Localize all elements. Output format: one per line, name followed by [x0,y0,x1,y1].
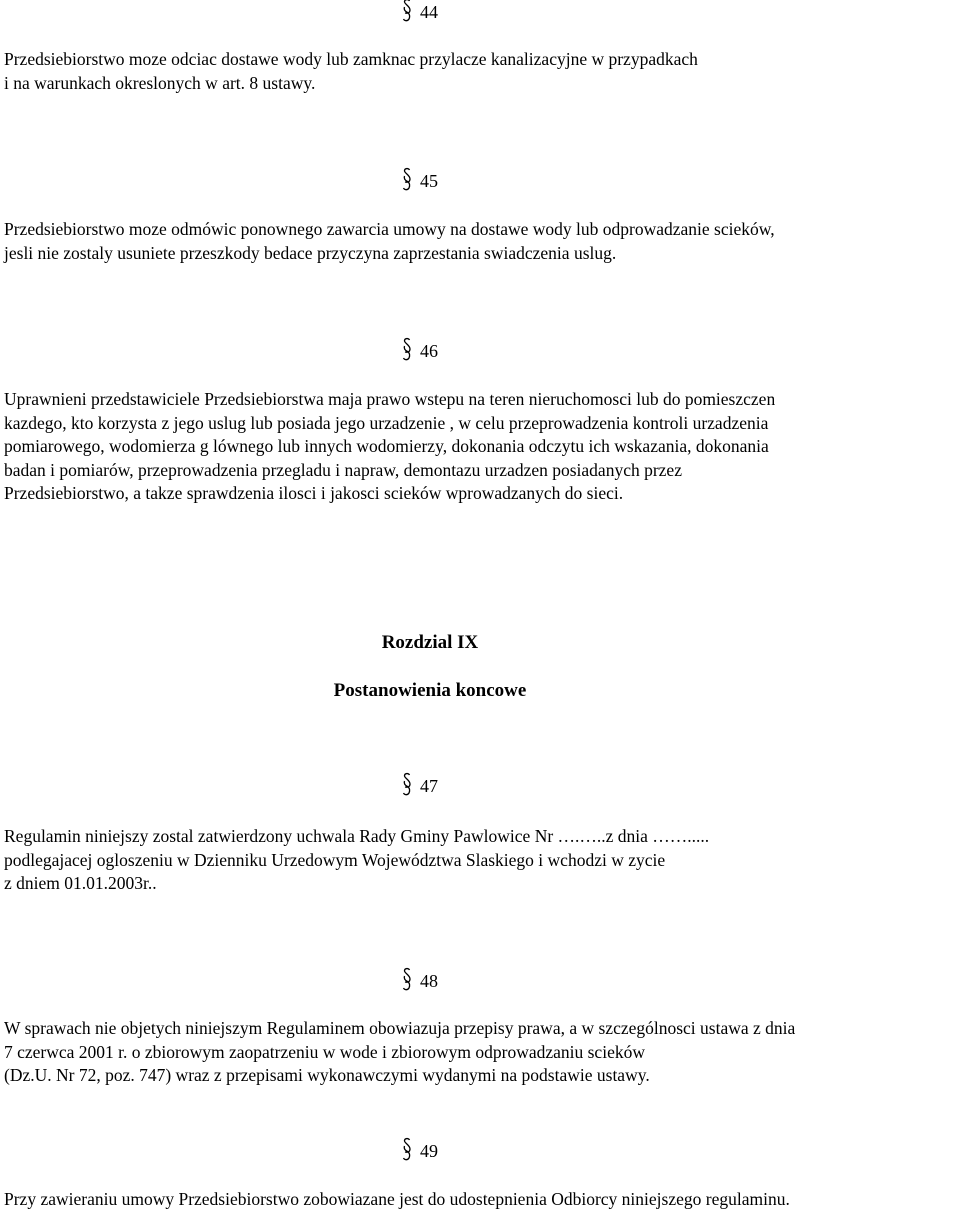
section-sign-icon [402,171,412,191]
text-line: (Dz.U. Nr 72, poz. 747) wraz z przepisami wykonawczymi wydanymi na podstawie ustawy. [4,1065,650,1085]
section-sign-icon [402,341,412,361]
text-line: 7 czerwca 2001 r. o zbiorowym zaopatrzeniu w wode i zbiorowym odprowadzaniu scieków [4,1041,645,1062]
section-45-heading [402,171,438,191]
section-number: 46 [420,341,438,361]
section-sign-icon [402,776,412,796]
section-number: 47 [420,776,438,796]
section-46-text [4,388,775,506]
text-line: kazdego, kto korzysta z jego uslug lub posiada jego urzadzenie , w celu przeprowadzenia kontroli urzadzenia [4,412,769,433]
text-line: Przedsiebiorstwo, a takze sprawdzenia ilosci i jakosci scieków wprowadzanych do sieci. [4,483,624,503]
section-number: 49 [420,1141,438,1161]
text-line: W sprawach nie objetych niniejszym Regulaminem obowiazuja przepisy prawa, a w szczególnosci ustawa z dnia [4,1018,796,1038]
text-line: Przedsiebiorstwo moze odciac dostawe wody lub zamknac przylacze kanalizacyjne w przypadkach [4,49,698,69]
section-44-heading [402,2,438,22]
section-47-heading [402,776,438,796]
section-sign-icon [402,1141,412,1161]
chapter-subtitle: Postanowienia koncowe [333,680,527,701]
text-line: jesli nie zostaly usuniete przeszkody bedace przyczyna zaprzestania swiadczenia uslug. [4,242,617,263]
section-45-text [4,218,775,265]
text-line: Regulamin niniejszy zostal zatwierdzony uchwala Rady Gminy Pawlowice Nr ….…..z dnia ……..... [4,826,710,846]
section-47-text [4,825,709,896]
text-line: badan i pomiarów, przeprowadzenia przegladu i napraw, demontazu urzadzen posiadanych przez [4,459,682,480]
chapter-title: Rozdzial IX [381,632,479,653]
text-line: podlegajacej ogloszeniu w Dzienniku Urzedowym Województwa Slaskiego i wchodzi w zycie [4,849,666,870]
section-49-text [4,1188,790,1212]
section-number: 45 [420,171,438,191]
section-46-heading [402,341,438,361]
section-44-text [4,48,698,95]
text-line: Przy zawieraniu umowy Przedsiebiorstwo zobowiazane jest do udostepnienia Odbiorcy niniejszego regulaminu. [4,1189,790,1209]
section-49-heading [402,1141,438,1161]
section-number: 44 [420,2,438,22]
text-line: i na warunkach okreslonych w art. 8 ustawy. [4,72,316,93]
section-sign-icon [402,2,412,22]
text-line: pomiarowego, wodomierza g lównego lub innych wodomierzy, dokonania odczytu ich wskazania, dokonania [4,436,769,456]
text-line: Przedsiebiorstwo moze odmówic ponownego zawarcia umowy na dostawe wody lub odprowadzanie scieków, [4,219,775,239]
section-48-heading [402,971,438,991]
text-line: z dniem 01.01.2003r.. [4,873,157,893]
section-number: 48 [420,971,438,991]
section-sign-icon [402,971,412,991]
section-48-text [4,1017,795,1088]
text-line: Uprawnieni przedstawiciele Przedsiebiorstwa maja prawo wstepu na teren nieruchomosci lub do pomieszczen [4,389,776,409]
